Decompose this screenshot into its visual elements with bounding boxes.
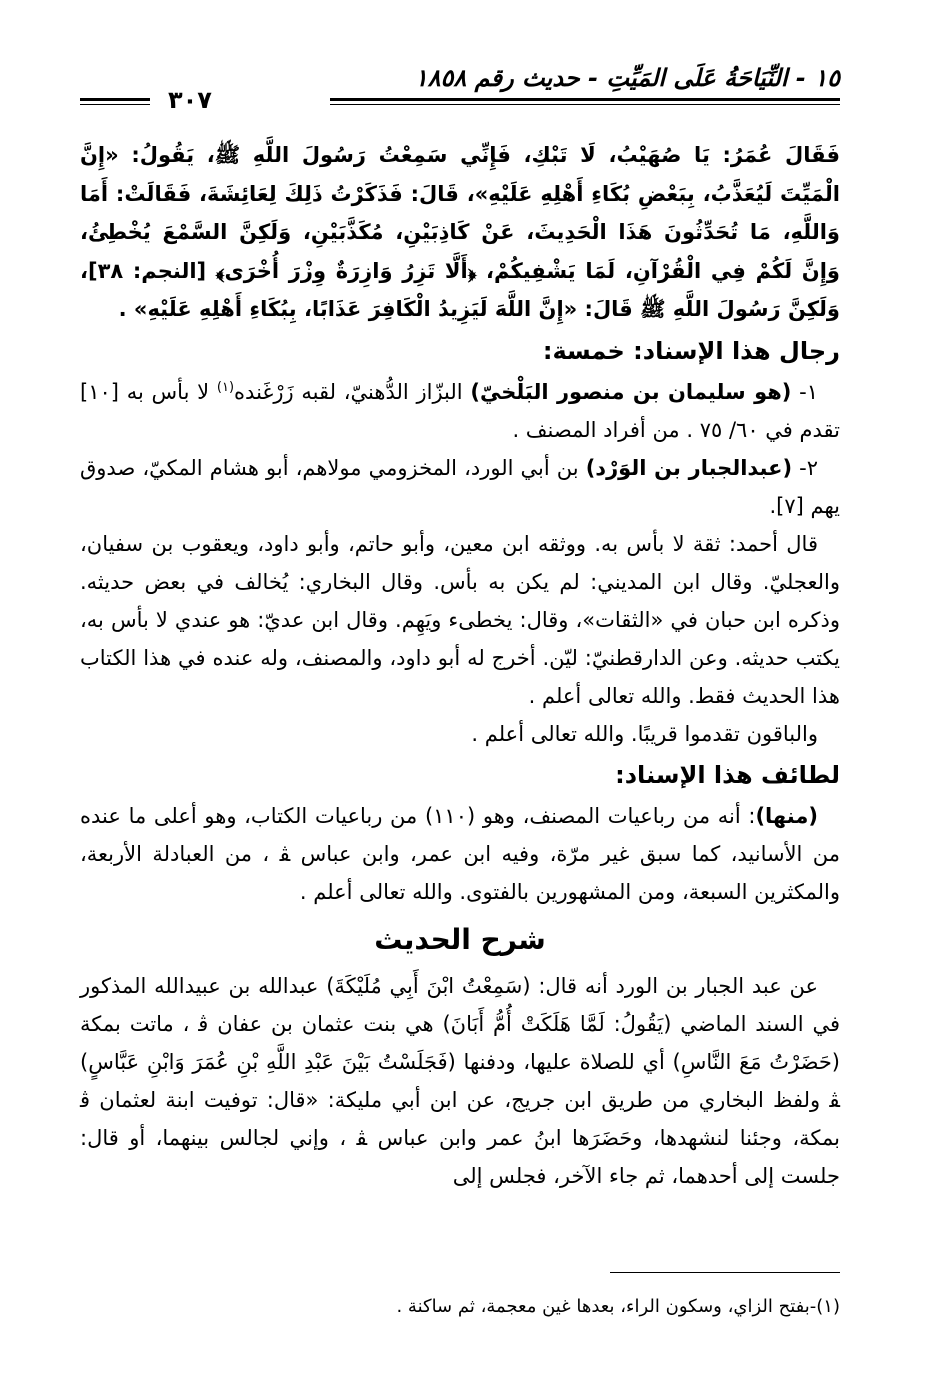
narrator-item xyxy=(80,449,840,525)
header-rule xyxy=(330,98,840,101)
book-page xyxy=(80,60,840,1360)
page-content xyxy=(80,136,840,1195)
sharh-heading: شرح الحديث xyxy=(374,922,546,956)
lataif-heading: لطائف هذا الإسناد: xyxy=(615,760,840,789)
footnote-separator xyxy=(610,1272,840,1273)
lataif-text xyxy=(80,797,840,911)
narrators-heading: رجال هذا الإسناد: خمسة: xyxy=(542,336,840,365)
narrator-name: (هو سليمان بن منصور البَلْخيّ) xyxy=(470,379,792,404)
narrator-text: لا بأس به [١٠] تقدم في ٦٠/ ٧٥ . من أفراد المصنف . xyxy=(80,379,840,442)
footnote: (١)-بفتح الزاي، وسكون الراء، بعدها غين معجمة، ثم ساكنة . xyxy=(396,1296,840,1317)
footnote-marker[interactable]: (١) xyxy=(216,379,235,395)
header-rule-left xyxy=(80,98,150,101)
narrator-text: البزّاز الدُّهنيّ، لقبه زَرْغَنده xyxy=(234,379,471,404)
running-title: ١٥ - النِّيَاحَةُ عَلَى المَيِّتِ - حديث رقم ١٨٥٨ xyxy=(414,64,840,92)
narrators-rest: والباقون تقدموا قريبًا. والله تعالى أعلم . xyxy=(471,721,818,746)
narrator-item xyxy=(80,373,840,449)
narrator-name: (عبدالجبار بن الوَرْد) xyxy=(585,455,793,480)
page-header xyxy=(80,60,840,114)
sharh-text: عن عبد الجبار بن الورد أنه قال: (سَمِعْتُ ابْنَ أَبِي مُلَيْكَةَ) عبدالله بن عبيدالله المذكور في السند الماضي (يَقُولُ: لَمَّا هَلَكَتْ أُمُّ أَبَانَ) هي بنت عثمان بن عفان ﭬ ، ماتت بمكة (حَضَرْتُ مَعَ النَّاسِ) أي للصلاة عليها، ودفنها (فَجَلَسْتُ بَيْنَ عَبْدِ اللَّهِ بْنِ عُمَرَ وَابْنِ عَبَّاسٍ) ﭭ ولفظ البخاري من طريق ابن جريج، عن ابن أبي مليكة: «قال: توفيت ابنة لعثمان ﭬ بمكة، وجئنا لنشهدها، وحَضَرَها ابنُ عمر وابن عباس ﭭ ، وإني لجالس بينهما، أو قال: جلست إلى أحدهما، ثم جاء الآخر، فجلس إلى xyxy=(80,973,840,1188)
lataif-body: : أنه من رباعيات المصنف، وهو (١١٠) من رباعيات الكتاب، وهو أعلى ما عنده من الأسانيد، كما سبق غير مرّة، وفيه ابن عمر، وابن عباس ﭭ ، من العبادلة الأربعة، والمكثرين السبعة، ومن المشهورين بالفتوى. والله تعالى أعلم . xyxy=(80,803,840,904)
page-number: ٣٠٧ xyxy=(162,86,218,114)
narrator-detail: قال أحمد: ثقة لا بأس به. ووثقه ابن معين، وأبو حاتم، وأبو داود، ويعقوب بن سفيان، والعجليّ. وقال ابن المديني: لم يكن به بأس. وقال البخاري: يُخالف في بعض حديثه. وذكره ابن حبان في «الثقات»، وقال: يخطىء ويَهِم. وقال ابن عديّ: هو عندي لا بأس به، يكتب حديثه. وعن الدارقطنيّ: ليّن. أخرج له أبو داود، والمصنف، وله عنده في هذا الكتاب هذا الحديث فقط. والله تعالى أعلم . xyxy=(80,531,840,708)
hadith-text: فَقَالَ عُمَرُ: يَا صُهَيْبُ، لَا تَبْكِ، فَإِنِّي سَمِعْتُ رَسُولَ اللَّهِ ﷺ، يَقُولُ: «إِنَّ الْمَيِّتَ لَيُعَذَّبُ، بِبَعْضِ بُكَاءِ أَهْلِهِ عَلَيْهِ»، قَالَ: فَذَكَرْتُ ذَلِكَ لِعَائِشَةَ، فَقَالَتْ: أَمَا وَاللَّهِ، مَا تُحَدِّثُونَ هَذَا الْحَدِيثَ، عَنْ كَاذِبَيْنِ، مُكَذَّبَيْنِ، وَلَكِنَّ السَّمْعَ يُخْطِئُ، وَإِنَّ لَكُمْ فِي الْقُرْآنِ، لَمَا يَشْفِيكُمْ، ﴿أَلَّا تَزِرُ وَازِرَةٌ وِزْرَ أُخْرَى﴾ [النجم: ٣٨]، وَلَكِنَّ رَسُولَ اللَّهِ ﷺ قَالَ: «إِنَّ اللَّهَ لَيَزِيدُ الْكَافِرَ عَذَابًا، بِبُكَاءِ أَهْلِهِ عَلَيْهِ» . xyxy=(80,143,840,321)
narrator-number: ٢- xyxy=(799,455,819,480)
narrator-number: ١- xyxy=(799,379,819,404)
lataif-lead: (منها) xyxy=(755,803,818,828)
narrator-text: بن أبي الورد، المخزومي مولاهم، أبو هشام المكيّ، صدوق يهم [٧]. xyxy=(80,455,840,518)
